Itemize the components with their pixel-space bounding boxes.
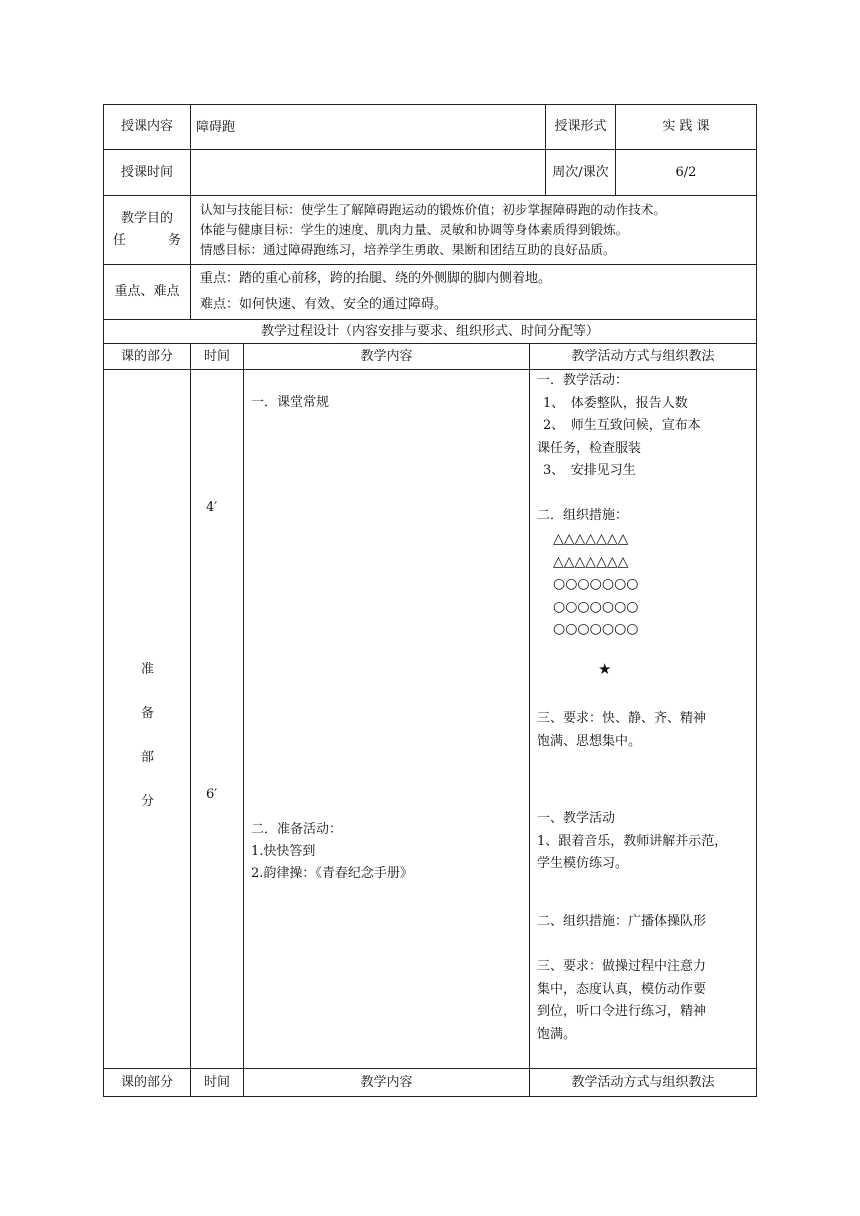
goal-line: 情感目标：通过障碍跑练习，培养学生勇敢、果断和团结互助的良好品质。 [200,242,616,257]
section-name-cell [104,370,191,1069]
formation-diagram [553,528,639,641]
method-block-c: 三、要求：快、静、齐、精神 饱满、思想集中。 [537,711,707,749]
col-header-part-repeat: 课的部分 [104,1069,191,1097]
formation-row-circles: ○○○○○○○ [553,576,639,592]
keypoint-line: 重点：踏的重心前移，跨的抬腿、绕的外侧脚的脚内侧着地。 [200,271,552,286]
lesson-plan [103,104,756,1097]
goal-line: 认知与技能目标：使学生了解障碍跑运动的锻炼价值；初步掌握障碍跑的动作技术。 [200,202,666,217]
keypoints-label: 重点、难点 [104,265,191,320]
goals-text [191,196,757,265]
week-value: 6/2 [616,150,757,196]
process-title: 教学过程设计（内容安排与要求、组织形式、时间分配等） [104,320,757,344]
formation-row-circles: ○○○○○○○ [553,598,639,615]
method-block-a: 一．教学活动： 1、 体委整队，报告人数 2、 师生互致问候，宣布本 课任务，检查服装 3、 安排见习生 [537,373,701,478]
formation-row-circles: ○○○○○○○ [553,621,639,637]
content-item-2: 二．准备活动： 1.快快答到 2.韵律操：《青春纪念手册》 [251,822,413,881]
col-header-content-repeat: 教学内容 [244,1069,530,1097]
goals-label-line1: 教学目的 [120,211,173,226]
lesson-plan-table [103,104,757,1097]
section-name: 准 备 部 分 [141,662,155,809]
section-method-cell [530,370,757,1069]
content-value: 障碍跑 [191,105,546,150]
col-header-content: 教学内容 [244,344,530,370]
formation-row-triangles: △△△△△△△ [553,531,629,547]
section-content-cell [244,370,530,1069]
content-label: 授课内容 [104,105,191,150]
keypoints-text [191,265,757,320]
teacher-star-icon: ★ [598,660,612,678]
col-header-method-repeat: 教学活动方式与组织教法 [530,1069,757,1097]
form-value: 实 践 课 [616,105,757,150]
time-entry-2: 6′ [206,787,218,802]
goals-label-line2: 任 务 [113,233,181,248]
method-block-b-title: 二．组织措施： [537,508,629,523]
time-label: 授课时间 [104,150,191,196]
method-block-f: 三、要求：做操过程中注意力 集中，态度认真，模仿动作要 到位，听口令进行练习，精神 饱满。 [537,959,707,1042]
section-time-cell [191,370,244,1069]
method-block-d: 一、教学活动 1、跟着音乐，教师讲解并示范， 学生模仿练习。 [537,811,728,871]
col-header-part: 课的部分 [104,344,191,370]
time-value [191,150,546,196]
method-block-e: 二、组织措施：广播体操队形 [537,914,707,929]
formation-row-triangles: △△△△△△△ [553,553,629,570]
keypoint-line: 难点：如何快速、有效、安全的通过障碍。 [200,297,448,312]
col-header-time-repeat: 时间 [191,1069,244,1097]
goals-label [104,196,191,265]
form-label: 授课形式 [546,105,616,150]
col-header-method: 教学活动方式与组织教法 [530,344,757,370]
content-item-1: 一．课堂常规 [251,395,330,410]
goal-line: 体能与健康目标：学生的速度、肌肉力量、灵敏和协调等身体素质得到锻炼。 [200,222,629,237]
col-header-time: 时间 [191,344,244,370]
time-entry-1: 4′ [206,500,218,515]
week-label: 周次/课次 [546,150,616,196]
